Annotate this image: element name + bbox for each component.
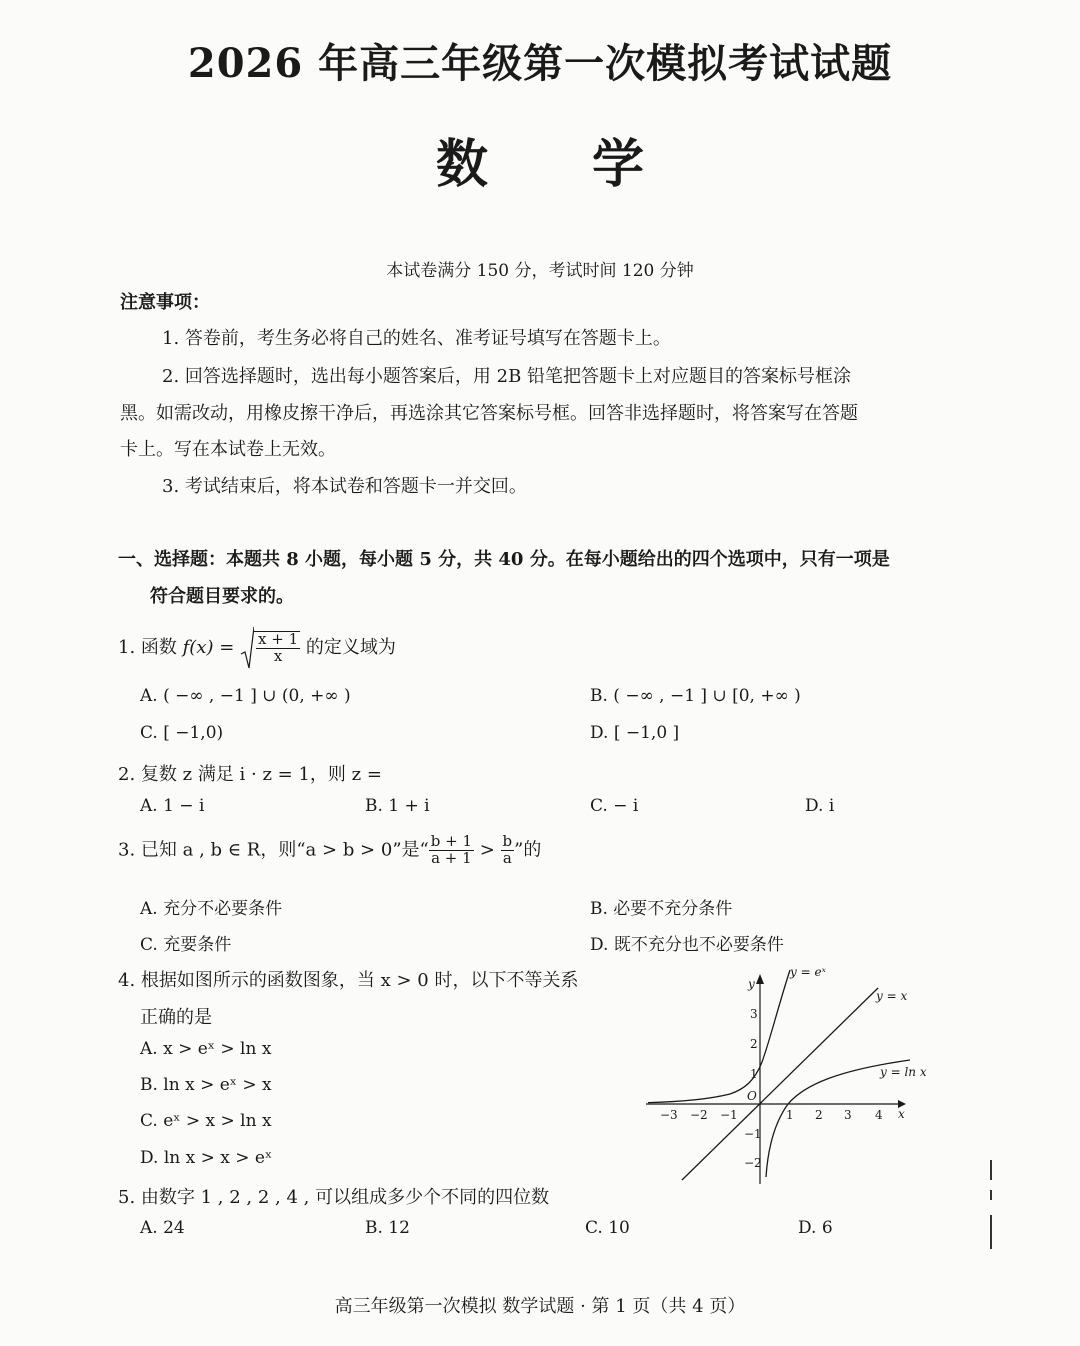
question-5-stem: 5. 由数字 1 , 2 , 2 , 4 , 可以组成多少个不同的四位数 [118,1187,550,1208]
scan-edge-mark [990,1160,992,1180]
x-tick: 2 [815,1108,823,1122]
q3-option-a: A. 充分不必要条件 [140,899,283,919]
q1-option-d: D. [ −1,0 ] [590,723,680,743]
q3-gt: > [479,839,495,861]
origin-label: O [747,1089,757,1103]
q2-option-b: B. 1 + i [365,796,430,816]
q1-option-b: B. ( −∞ , −1 ] ∪ [0, +∞ ) [590,686,801,706]
y-tick: 1 [750,1067,758,1081]
q5-option-c: C. 10 [585,1218,630,1238]
q3-option-c: C. 充要条件 [140,935,232,955]
q2-option-a: A. 1 − i [140,796,205,816]
y-tick: 2 [750,1037,758,1051]
exam-info: 本试卷满分 150 分，考试时间 120 分钟 [386,261,694,281]
question-1-stem [118,626,396,670]
notice-item-2-line-1: 2. 回答选择题时，选出每小题答案后，用 2B 铅笔把答题卡上对应题目的答案标号框涂 [162,366,852,387]
q4-option-b: B. ln x > eˣ > x [140,1075,272,1095]
q3-frac-2 [501,834,515,867]
q3-option-d: D. 既不充分也不必要条件 [590,935,784,955]
section-1-heading-cont: 符合题目要求的。 [150,586,294,607]
q1-num: x + 1 [258,630,299,649]
y-axis-arrow-icon [756,974,764,984]
y-tick: −2 [744,1156,762,1170]
q2-option-c: C. − i [590,796,639,816]
q3-frac-1 [429,834,474,867]
y-tick: 3 [750,1007,758,1021]
q4-option-c: C. eˣ > x > ln x [140,1111,272,1131]
x-tick: 1 [786,1108,794,1122]
notice-item-2-line-3: 卡上。写在本试卷上无效。 [120,439,336,460]
subject-char-1: 数 [435,134,488,195]
q3-num-1: b + 1 [430,832,472,850]
curve-exp [648,970,790,1103]
y-axis-label: y [748,977,755,991]
x-tick: −1 [720,1108,738,1122]
q1-prefix: 1. 函数 [118,637,177,658]
label-ln: y = ln x [880,1065,927,1079]
x-tick: 4 [875,1108,883,1122]
label-exp: y = eˣ [790,965,826,979]
section-1-heading: 一、选择题：本题共 8 小题，每小题 5 分，共 40 分。在每小题给出的四个选项中，只有一项是 [118,549,890,570]
x-tick: −2 [690,1108,708,1122]
q1-option-a: A. ( −∞ , −1 ] ∪ (0, +∞ ) [140,686,351,706]
q1-func: f(x) = [182,637,235,658]
y-tick: −1 [744,1127,762,1141]
q3-den-1: a + 1 [431,848,472,867]
exam-title: 2026 年高三年级第一次模拟考试试题 [187,40,893,87]
question-4-stem: 4. 根据如图所示的函数图象，当 x > 0 时，以下不等关系 [118,970,579,991]
q4-option-d: D. ln x > x > eˣ [140,1148,273,1168]
q5-option-d: D. 6 [798,1218,833,1238]
subject-title [0,122,1080,197]
x-axis-label: x [898,1107,905,1121]
sqrt-sign-icon [240,626,254,670]
q3-den-2: a [502,848,512,867]
question-4-stem-cont: 正确的是 [140,1007,212,1028]
q5-option-b: B. 12 [365,1218,410,1238]
function-graph [640,962,930,1187]
subject-char-2: 学 [592,134,645,195]
q3-prefix: 3. 已知 a , b ∈ R，则“a > b > 0”是“ [118,839,429,861]
q3-option-b: B. 必要不充分条件 [590,899,733,919]
question-2-stem: 2. 复数 z 满足 i · z = 1，则 z = [118,764,382,785]
q2-option-d: D. i [805,796,835,816]
q1-sqrt [240,626,300,670]
question-3-stem [118,834,541,867]
notice-item-1: 1. 答卷前，考生务必将自己的姓名、准考证号填写在答题卡上。 [162,328,671,349]
q3-num-2: b [502,832,513,850]
curve-linear [682,988,878,1180]
label-linear: y = x [876,989,908,1003]
q1-option-c: C. [ −1,0) [140,723,224,743]
q5-option-a: A. 24 [140,1218,185,1238]
q3-suffix: ”的 [514,839,542,861]
notice-item-3: 3. 考试结束后，将本试卷和答题卡一并交回。 [162,476,527,497]
notice-heading: 注意事项： [120,292,210,313]
q4-option-a: A. x > eˣ > ln x [140,1039,272,1059]
q1-suffix: 的定义域为 [305,637,396,658]
scan-edge-mark [990,1190,992,1200]
notice-item-2-line-2: 黑。如需改动，用橡皮擦干净后，再选涂其它答案标号框。回答非选择题时，将答案写在答题 [120,403,858,424]
x-ticks [660,1108,883,1122]
q1-den: x [273,647,283,665]
x-tick: −3 [660,1108,678,1122]
page-footer: 高三年级第一次模拟 数学试题 · 第 1 页（共 4 页） [334,1296,746,1317]
scan-edge-mark [990,1215,992,1249]
x-tick: 3 [844,1108,852,1122]
